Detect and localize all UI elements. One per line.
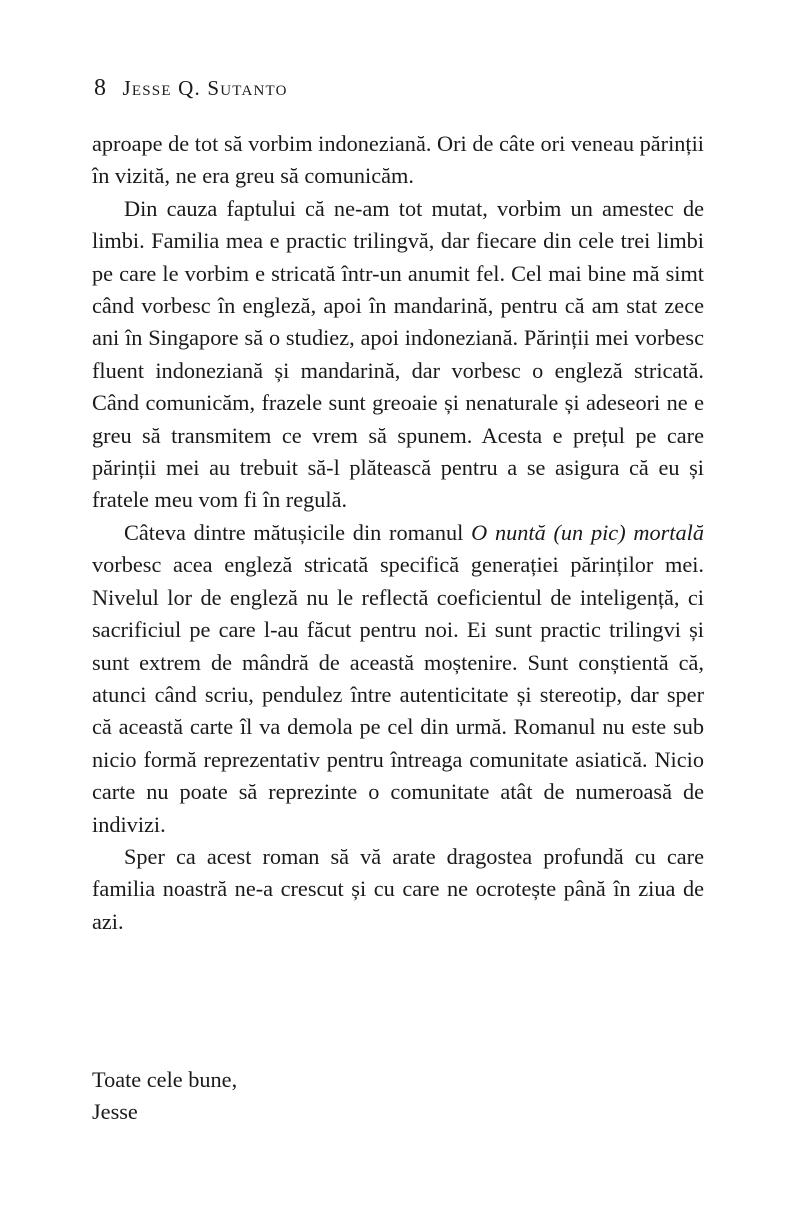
author-name: Jesse Q. Sutanto bbox=[122, 76, 288, 100]
salutation: Toate cele bune, bbox=[92, 1067, 238, 1092]
body-text bbox=[92, 128, 704, 938]
signature: Jesse bbox=[92, 1099, 138, 1125]
paragraph-3-lead: Câteva dintre mătușicile din romanul bbox=[124, 519, 472, 545]
page-number: 8 bbox=[94, 75, 107, 101]
paragraph-4: Sper ca acest roman să vă arate dragostea profundă cu care familia noastră ne-a crescut și cu care ne ocrotește până în ziua de azi. bbox=[92, 843, 704, 934]
book-title: O nuntă (un pic) mortală bbox=[471, 519, 704, 545]
running-header bbox=[94, 74, 288, 102]
paragraph-2: Din cauza faptului că ne-am tot mutat, vorbim un amestec de limbi. Familia mea e practic trilingvă, dar fiecare din cele trei limbi pe care le vorbim e stricată într-un anumit fel. Cel mai bine mă simt când vorbesc în engleză, apoi în mandarină, pentru că am stat zece ani în Singapore să o studiez, apoi indoneziană. Părinții mei vorbesc fluent indoneziană și mandarină, dar vorbesc o engleză stricată. Când comunicăm, frazele sunt greoaie și nenaturale și adeseori ne e greu să transmitem ce vrem să spunem. Acesta e prețul pe care părinții mei au trebuit să-l plătească pentru a se asigura că eu și fratele meu vom fi în regulă. bbox=[92, 195, 704, 513]
letter-closing bbox=[92, 1064, 704, 1129]
paragraph-3 bbox=[92, 517, 704, 841]
paragraph-3-rest: vorbesc acea engleză stricată specifică generației părinților mei. Nivelul lor de engleză nu le reflectă coeficientul de inteligență, ci sacrificiul pe care l-au făcut pentru noi. Ei sunt practic trilingvi și sunt extrem de mândră de această moștenire. Sunt conștientă că, atunci când scriu, pendulez între autenticitate și stereotip, dar sper că această carte îl va demola pe cel din urmă. Romanul nu este sub nicio formă reprezentativ pentru întreaga comunitate asiatică. Nicio carte nu poate să reprezinte o comunitate atât de numeroasă de indivizi. bbox=[92, 552, 704, 837]
paragraph-1: aproape de tot să vorbim indoneziană. Ori de câte ori veneau părinții în vizită, ne era greu să comunicăm. bbox=[92, 131, 704, 189]
